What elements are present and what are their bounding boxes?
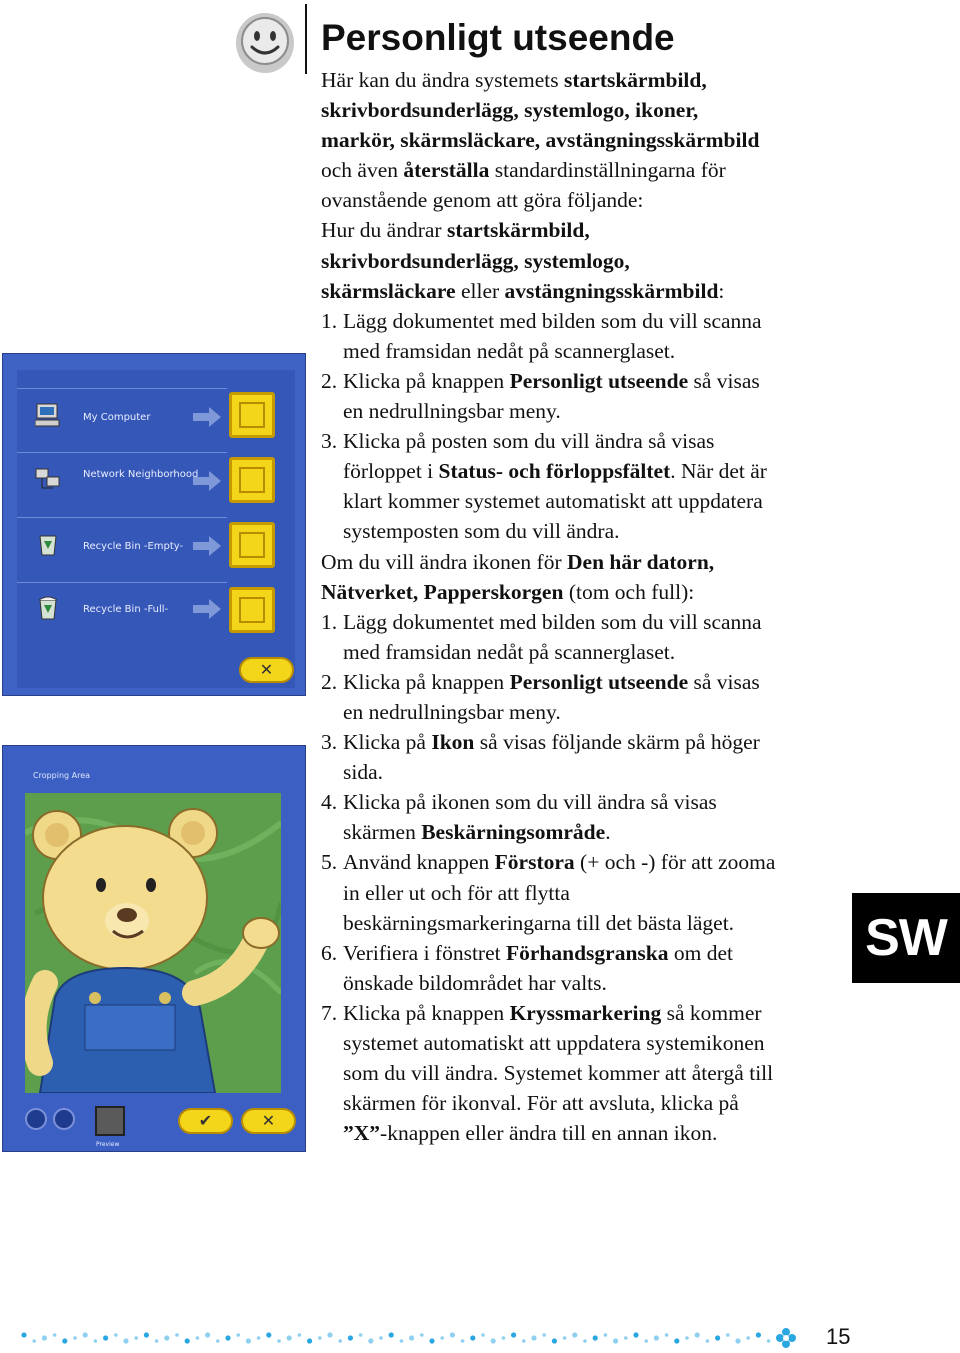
title-divider (305, 4, 307, 74)
decorative-dot (531, 1335, 536, 1340)
body-line: och även återställa standardinställningarna för (321, 158, 726, 183)
body-line: Hur du ändrar startskärmbild, (321, 218, 590, 243)
smiley-icon (234, 5, 296, 75)
network-icon (35, 467, 61, 491)
decorative-dot (205, 1332, 210, 1337)
decorative-dot (756, 1332, 761, 1337)
language-tab: SW (852, 893, 960, 983)
body-text (321, 65, 861, 1148)
decorative-dot (277, 1339, 281, 1343)
select-network-button[interactable] (229, 457, 275, 503)
decorative-dot (572, 1332, 577, 1337)
body-line: önskade bildområdet har valts. (343, 970, 607, 995)
decorative-dot (32, 1339, 36, 1343)
decorative-dot (318, 1336, 322, 1340)
decorative-dot (246, 1338, 251, 1343)
list-number: 3. (321, 429, 338, 454)
page-number: 15 (826, 1324, 851, 1349)
decorative-dot (164, 1335, 169, 1340)
decorative-dot (583, 1339, 587, 1343)
list-number: 7. (321, 1000, 338, 1025)
decorative-dot (522, 1339, 526, 1343)
decorative-dot (266, 1332, 271, 1337)
decorative-dot (665, 1333, 669, 1337)
arrow-right-icon (193, 599, 221, 619)
body-line: förloppet i Status- och förloppsfältet. När det är (343, 459, 767, 484)
decorative-dot (511, 1332, 516, 1337)
decorative-dot (685, 1336, 689, 1340)
decorative-dot (440, 1336, 444, 1340)
body-line: med framsidan nedåt på scannerglaset. (343, 338, 676, 363)
decorative-dot (114, 1333, 118, 1337)
decorative-dot (420, 1333, 424, 1337)
arrow-right-icon (193, 471, 221, 491)
decorative-dot (123, 1338, 128, 1343)
window-caption: Cropping Area (33, 771, 91, 780)
decorative-dot (144, 1332, 149, 1337)
body-line: sida. (343, 760, 384, 785)
menu-item-label: Recycle Bin -Full- (83, 604, 169, 615)
body-line: en nedrullningsbar meny. (343, 399, 561, 424)
decorative-dot (73, 1336, 77, 1340)
zoom-out-icon[interactable] (53, 1108, 75, 1130)
decorative-dot (155, 1339, 159, 1343)
decorative-dot (185, 1338, 190, 1343)
icon-menu-window (2, 353, 306, 696)
body-line: Om du vill ändra ikonen för Den här datorn, (321, 549, 715, 574)
decorative-dot (491, 1338, 496, 1343)
decorative-dot (368, 1338, 373, 1343)
decorative-dot (42, 1335, 47, 1340)
decorative-dot (552, 1338, 557, 1343)
decorative-dot (298, 1333, 302, 1337)
body-line: ”X”-knappen eller ändra till en annan ikon. (343, 1121, 718, 1146)
decorative-dot (633, 1332, 638, 1337)
crop-preview-image[interactable] (25, 793, 281, 1093)
flower-icon (776, 1328, 796, 1348)
decorative-dot (175, 1333, 179, 1337)
body-line: 1. Lägg dokumentet med bilden som du vill scanna (321, 306, 861, 336)
decorative-dot (307, 1338, 312, 1343)
body-line: systemposten som du vill ändra. (343, 519, 620, 544)
decorative-dot (338, 1339, 342, 1343)
decorative-dot-border (18, 1326, 798, 1350)
decorative-dot (409, 1335, 414, 1340)
decorative-dot (644, 1339, 648, 1343)
body-line: som du vill ändra. Systemet kommer att återgå till (343, 1061, 774, 1086)
decorative-dot (236, 1333, 240, 1337)
select-recycle-empty-button[interactable] (229, 522, 275, 568)
decorative-dot (379, 1336, 383, 1340)
decorative-dot (726, 1333, 730, 1337)
body-line: 7. Klicka på knappen Kryssmarkering så kommer (321, 998, 861, 1028)
body-line: 4. Klicka på ikonen som du vill ändra så visas (321, 787, 861, 817)
close-button[interactable]: ✕ (241, 1108, 296, 1134)
decorative-dot (225, 1335, 230, 1340)
body-line: beskärningsmarkeringarna till det bästa läget. (343, 910, 735, 935)
body-line: 3. Klicka på posten som du vill ändra så visas (321, 426, 861, 456)
body-line: skrivbordsunderlägg, systemlogo, ikoner, (321, 98, 699, 123)
decorative-dot (327, 1332, 332, 1337)
body-line: 5. Använd knappen Förstora (+ och -) för att zooma (321, 847, 861, 877)
decorative-dot (706, 1339, 710, 1343)
decorative-dot (461, 1339, 465, 1343)
body-line: 2. Klicka på knappen Personligt utseende så visas (321, 667, 861, 697)
arrow-right-icon (193, 536, 221, 556)
list-number: 2. (321, 368, 338, 393)
list-number: 1. (321, 308, 338, 333)
list-number: 6. (321, 940, 338, 965)
menu-item-label: Recycle Bin -Empty- (83, 541, 184, 552)
decorative-dot (348, 1335, 353, 1340)
decorative-dot (674, 1338, 679, 1343)
select-recycle-full-button[interactable] (229, 587, 275, 633)
list-number: 5. (321, 850, 338, 875)
body-line: skrivbordsunderlägg, systemlogo, (321, 248, 630, 273)
decorative-dot (400, 1339, 404, 1343)
zoom-in-icon[interactable] (25, 1108, 47, 1130)
body-line: 6. Verifiera i fönstret Förhandsgranska om det (321, 938, 861, 968)
list-number: 2. (321, 669, 338, 694)
decorative-dot (593, 1335, 598, 1340)
decorative-dot (21, 1332, 26, 1337)
body-line: Här kan du ändra systemets startskärmbild, (321, 68, 707, 92)
list-number: 3. (321, 730, 338, 755)
menu-item-label: My Computer (83, 412, 151, 423)
body-line: skärmen Beskärningsområde. (343, 820, 611, 845)
cropping-window (2, 745, 306, 1152)
body-line: skärmsläckare eller avstängningsskärmbild: (321, 278, 725, 303)
teddy-bear-image (25, 793, 281, 1093)
decorative-dot (216, 1339, 220, 1343)
decorative-dot (62, 1338, 67, 1343)
body-line: systemet automatiskt att uppdatera systemikonen (343, 1031, 765, 1055)
body-line: en nedrullningsbar meny. (343, 699, 561, 724)
computer-icon (35, 403, 61, 427)
decorative-dot (715, 1335, 720, 1340)
confirm-button[interactable]: ✔ (178, 1108, 233, 1134)
decorative-dot (287, 1335, 292, 1340)
decorative-dot (257, 1336, 261, 1340)
decorative-dot (654, 1335, 659, 1340)
body-line: 2. Klicka på knappen Personligt utseende så visas (321, 366, 861, 396)
body-line: 3. Klicka på Ikon så visas följande skärm på höger (321, 727, 861, 757)
preview-label: Preview (96, 1141, 120, 1148)
body-line: klart kommer systemet automatiskt att uppdatera (343, 489, 763, 514)
decorative-dot (94, 1339, 98, 1343)
decorative-dot (502, 1336, 506, 1340)
decorative-dot (429, 1338, 434, 1343)
decorative-dot (695, 1332, 700, 1337)
decorative-dot (83, 1332, 88, 1337)
body-line: ovanstående genom att göra följande: (321, 188, 644, 213)
decorative-dot (767, 1339, 771, 1343)
body-line: med framsidan nedåt på scannerglaset. (343, 639, 676, 664)
decorative-dot (53, 1333, 57, 1337)
body-line: markör, skärmsläckare, avstängningsskärmbild (321, 128, 760, 153)
close-button[interactable]: ✕ (239, 657, 294, 683)
decorative-dot (103, 1335, 108, 1340)
decorative-dot (613, 1338, 618, 1343)
decorative-dot (563, 1336, 567, 1340)
decorative-dot (134, 1336, 138, 1340)
decorative-dot (359, 1333, 363, 1337)
preview-thumbnail (95, 1106, 125, 1136)
recycle-bin-empty-icon (35, 532, 61, 556)
decorative-dot (470, 1335, 475, 1340)
decorative-dot (481, 1333, 485, 1337)
body-line: skärmen för ikonval. För att avsluta, klicka på (343, 1091, 739, 1116)
list-number: 4. (321, 790, 338, 815)
decorative-dot (542, 1333, 546, 1337)
body-line: 1. Lägg dokumentet med bilden som du vill scanna (321, 607, 861, 637)
decorative-dot (624, 1336, 628, 1340)
decorative-dot (196, 1336, 200, 1340)
menu-item-label: Network Neighborhood (83, 469, 199, 480)
arrow-right-icon (193, 407, 221, 427)
decorative-dot (389, 1332, 394, 1337)
body-line: Nätverket, Papperskorgen (tom och full): (321, 579, 695, 604)
decorative-dot (604, 1333, 608, 1337)
list-number: 1. (321, 609, 338, 634)
body-line: in eller ut och för att flytta (343, 880, 570, 905)
decorative-dot (450, 1332, 455, 1337)
decorative-dot (735, 1338, 740, 1343)
recycle-bin-full-icon (35, 596, 61, 620)
page-title: Personligt utseende (321, 17, 675, 58)
select-my-computer-button[interactable] (229, 392, 275, 438)
decorative-dot (746, 1336, 750, 1340)
